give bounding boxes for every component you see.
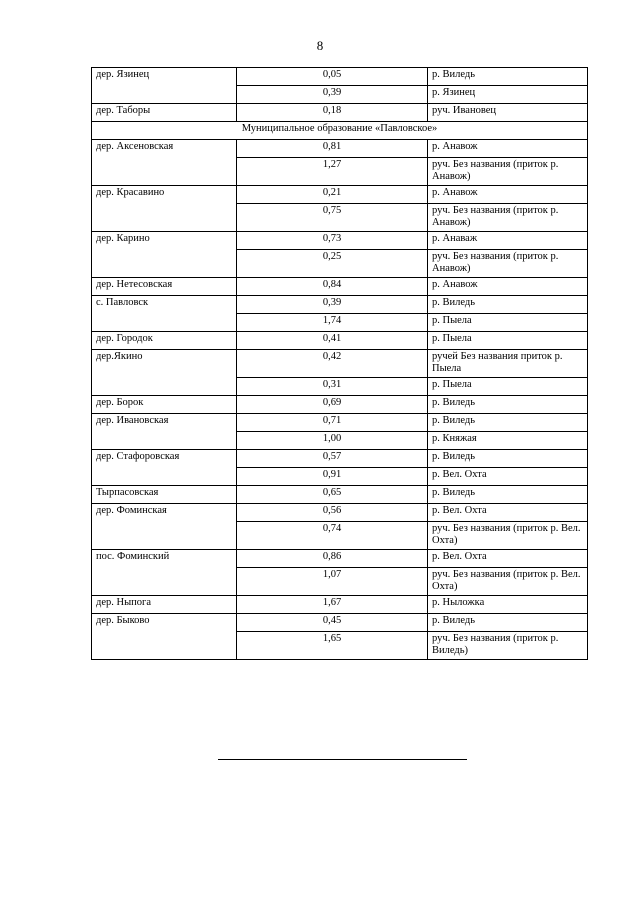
settlement-name: Тырпасовская — [92, 486, 237, 504]
water-body-name: р. Виледь — [428, 414, 588, 432]
settlement-name: дер. Стафоровская — [92, 450, 237, 486]
settlement-name: дер. Таборы — [92, 104, 237, 122]
table-row — [92, 450, 588, 468]
distance-value: 0,71 — [237, 414, 428, 432]
distance-value: 1,27 — [237, 158, 428, 186]
distance-value: 0,81 — [237, 140, 428, 158]
table-row — [92, 68, 588, 86]
water-body-name: р. Вел. Охта — [428, 468, 588, 486]
page-number: 8 — [316, 38, 324, 53]
table-row — [92, 350, 588, 378]
water-body-name: р. Ныложка — [428, 596, 588, 614]
table-row — [92, 332, 588, 350]
distance-value: 0,91 — [237, 468, 428, 486]
table-row — [92, 504, 588, 522]
settlement-name: дер. Ныпога — [92, 596, 237, 614]
water-body-name: р. Анавож — [428, 186, 588, 204]
water-body-name: руч. Ивановец — [428, 104, 588, 122]
water-body-name: р. Княжая — [428, 432, 588, 450]
table-row — [92, 396, 588, 414]
table-body — [92, 68, 588, 660]
water-body-name: р. Вел. Охта — [428, 504, 588, 522]
water-body-name: р. Пыела — [428, 332, 588, 350]
water-body-name: р. Пыела — [428, 314, 588, 332]
table-row — [92, 140, 588, 158]
table-row — [92, 186, 588, 204]
settlement-name: дер. Ивановская — [92, 414, 237, 450]
table-row — [92, 296, 588, 314]
distance-value: 0,42 — [237, 350, 428, 378]
distance-value: 0,86 — [237, 550, 428, 568]
distance-value: 0,65 — [237, 486, 428, 504]
distance-value: 1,07 — [237, 568, 428, 596]
water-body-name: ручей Без названия приток р. Пыела — [428, 350, 588, 378]
distance-value: 1,74 — [237, 314, 428, 332]
water-body-name: р. Анавож — [428, 278, 588, 296]
water-body-name: руч. Без названия (приток р. Анавож) — [428, 158, 588, 186]
distance-value: 0,05 — [237, 68, 428, 86]
water-body-name: руч. Без названия (приток р. Анавож) — [428, 204, 588, 232]
settlement-name: с. Павловск — [92, 296, 237, 332]
water-body-name: р. Язинец — [428, 86, 588, 104]
distance-value: 1,00 — [237, 432, 428, 450]
water-body-name: руч. Без названия (приток р. Анавож) — [428, 250, 588, 278]
distance-value: 0,25 — [237, 250, 428, 278]
table-row — [92, 486, 588, 504]
water-body-name: р. Вел. Охта — [428, 550, 588, 568]
distance-value: 0,56 — [237, 504, 428, 522]
water-body-name: р. Виледь — [428, 68, 588, 86]
distance-value: 0,21 — [237, 186, 428, 204]
distance-value: 0,69 — [237, 396, 428, 414]
distance-value: 0,57 — [237, 450, 428, 468]
distance-value: 0,75 — [237, 204, 428, 232]
water-body-name: р. Виледь — [428, 450, 588, 468]
distance-value: 0,73 — [237, 232, 428, 250]
water-body-name: руч. Без названия (приток р. Вел. Охта) — [428, 522, 588, 550]
distance-value: 0,39 — [237, 86, 428, 104]
water-body-name: р. Виледь — [428, 296, 588, 314]
settlement-name: дер. Городок — [92, 332, 237, 350]
water-body-name: р. Анаваж — [428, 232, 588, 250]
table-row — [92, 614, 588, 632]
settlement-name: дер. Нетесовская — [92, 278, 237, 296]
footer-divider — [218, 759, 467, 760]
water-body-name: руч. Без названия (приток р. Виледь) — [428, 632, 588, 660]
table-row — [92, 550, 588, 568]
water-body-name: р. Анавож — [428, 140, 588, 158]
distance-value: 0,45 — [237, 614, 428, 632]
distance-value: 0,41 — [237, 332, 428, 350]
distance-value: 0,39 — [237, 296, 428, 314]
water-body-name: р. Виледь — [428, 614, 588, 632]
table-row — [92, 414, 588, 432]
settlement-name: дер. Фоминская — [92, 504, 237, 550]
settlement-name: дер.Якино — [92, 350, 237, 396]
settlements-table — [91, 67, 588, 660]
section-title: Муниципальное образование «Павловское» — [92, 122, 588, 140]
settlement-name: дер. Быково — [92, 614, 237, 660]
water-body-name: р. Виледь — [428, 486, 588, 504]
distance-value: 0,31 — [237, 378, 428, 396]
settlement-name: дер. Борок — [92, 396, 237, 414]
section-row — [92, 122, 588, 140]
distance-value: 1,65 — [237, 632, 428, 660]
settlement-name: дер. Язинец — [92, 68, 237, 104]
table-row — [92, 278, 588, 296]
distance-value: 1,67 — [237, 596, 428, 614]
table-row — [92, 104, 588, 122]
water-body-name: руч. Без названия (приток р. Вел. Охта) — [428, 568, 588, 596]
water-body-name: р. Виледь — [428, 396, 588, 414]
distance-value: 0,74 — [237, 522, 428, 550]
settlement-name: дер. Красавино — [92, 186, 237, 232]
distance-value: 0,84 — [237, 278, 428, 296]
settlement-name: дер. Карино — [92, 232, 237, 278]
table-row — [92, 232, 588, 250]
settlement-name: пос. Фоминский — [92, 550, 237, 596]
settlement-name: дер. Аксеновская — [92, 140, 237, 186]
water-body-name: р. Пыела — [428, 378, 588, 396]
table-row — [92, 596, 588, 614]
distance-value: 0,18 — [237, 104, 428, 122]
